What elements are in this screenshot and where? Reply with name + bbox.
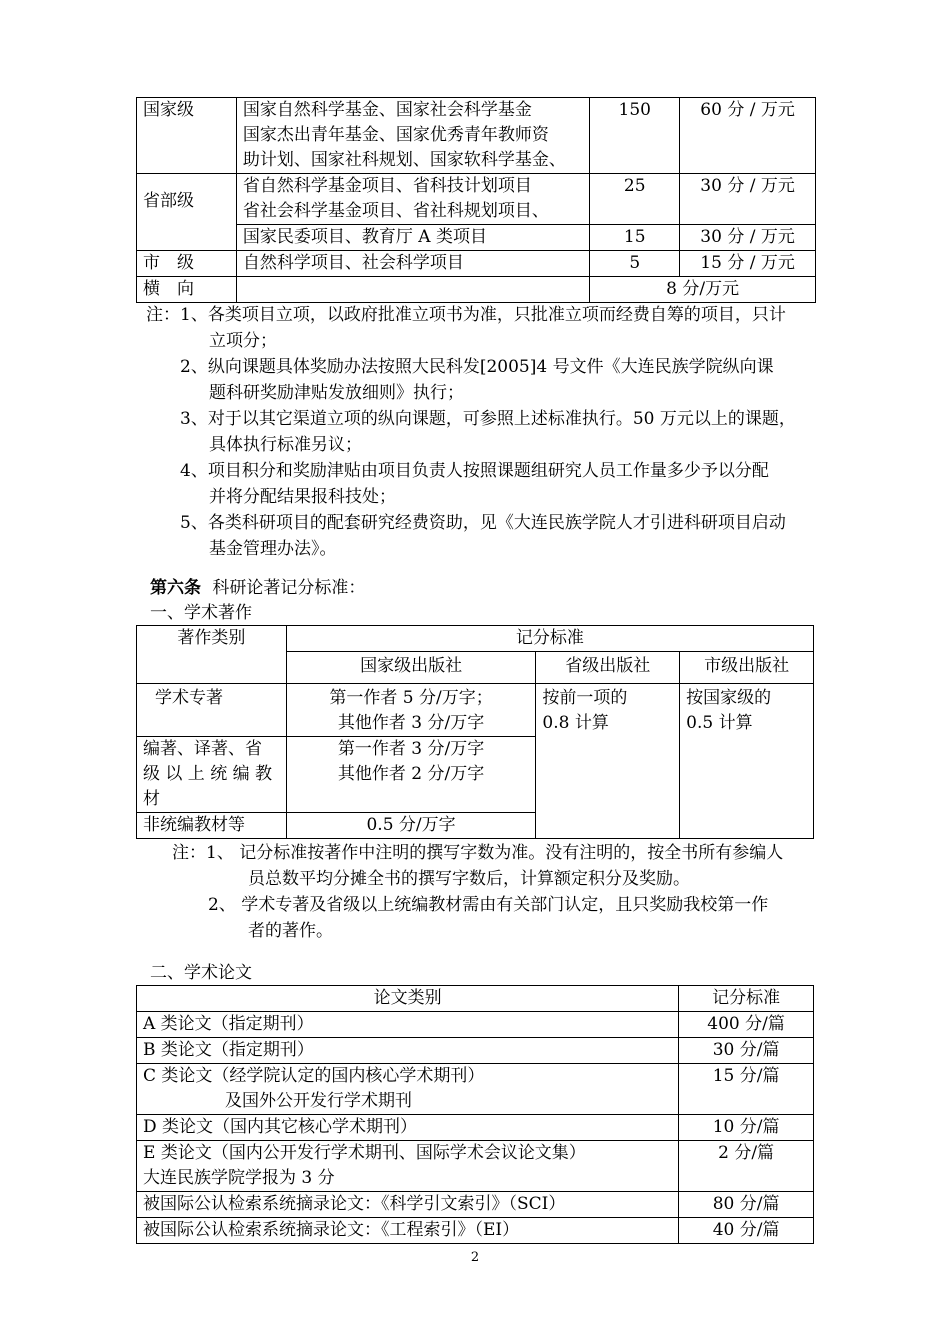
note-line: 基金管理办法》。 bbox=[209, 539, 337, 559]
header-cell: 记分标准 bbox=[679, 986, 814, 1012]
table-row bbox=[137, 986, 814, 1012]
item-line: 省社会科学基金项目、省社科规划项目、 bbox=[242, 201, 549, 221]
note-line: 3、对于以其它渠道立项的纵向课题，可参照上述标准执行。50 万元以上的课题， bbox=[180, 409, 796, 429]
items-cell bbox=[236, 277, 589, 303]
table-row bbox=[137, 1141, 814, 1192]
table-row bbox=[137, 174, 816, 225]
paper-type-cell: B 类论文（指定期刊） bbox=[137, 1038, 679, 1064]
article-six-heading bbox=[150, 575, 365, 601]
national-cell bbox=[286, 684, 536, 737]
header-cell: 著作类别 bbox=[137, 626, 287, 684]
table-row bbox=[137, 1115, 814, 1141]
cell-line: 第一作者 3 分/万字 bbox=[337, 739, 485, 759]
article-text: 科研论著记分标准： bbox=[212, 578, 366, 598]
note-line: 者的著作。 bbox=[248, 921, 333, 941]
paper-score-cell: 30 分/篇 bbox=[679, 1038, 814, 1064]
level-cell: 市 级 bbox=[137, 251, 237, 277]
level-cell: 国家级 bbox=[137, 98, 237, 174]
header-cell: 市级出版社 bbox=[680, 652, 814, 684]
rate-cell: 30 分 / 万元 bbox=[680, 225, 816, 251]
items-cell: 国家民委项目、教育厅 A 类项目 bbox=[236, 225, 589, 251]
cell-line: 编著、译著、省 bbox=[143, 739, 262, 759]
base-cell: 15 bbox=[590, 225, 680, 251]
base-cell: 25 bbox=[590, 174, 680, 225]
page-number: 2 bbox=[470, 1250, 480, 1265]
paper-type-cell: A 类论文（指定期刊） bbox=[137, 1012, 679, 1038]
city-cell bbox=[680, 684, 814, 839]
note-line: 并将分配结果报科技处； bbox=[209, 487, 396, 507]
rate-cell: 30 分 / 万元 bbox=[680, 174, 816, 225]
paper-score-cell: 10 分/篇 bbox=[679, 1115, 814, 1141]
national-cell: 0.5 分/万字 bbox=[286, 813, 536, 839]
note-line: 4、项目积分和奖励津贴由项目负责人按照课题组研究人员工作量多少予以分配 bbox=[180, 461, 769, 481]
base-cell: 150 bbox=[590, 98, 680, 174]
section-heading-papers: 二、学术论文 bbox=[150, 963, 252, 983]
project-score-table bbox=[136, 97, 816, 303]
article-label: 第六条 bbox=[150, 578, 201, 598]
paper-type-cell: 被国际公认检索系统摘录论文：《科学引文索引》（SCI） bbox=[137, 1192, 679, 1218]
items-cell bbox=[236, 98, 589, 174]
note-line: 2、 学术专著及省级以上统编教材需由有关部门认定，且只奖励我校第一作 bbox=[208, 895, 769, 915]
paper-score-cell: 80 分/篇 bbox=[679, 1192, 814, 1218]
works-score-table bbox=[136, 625, 814, 839]
paper-score-cell: 15 分/篇 bbox=[679, 1064, 814, 1115]
papers-score-table bbox=[136, 985, 814, 1244]
cell-line: 第一作者 5 分/万字； bbox=[329, 688, 493, 708]
type-cell bbox=[137, 737, 287, 813]
table-row bbox=[137, 1038, 814, 1064]
note-line: 立项分； bbox=[209, 331, 277, 351]
cell-line: E 类论文（国内公开发行学术期刊、国际学术会议论文集） bbox=[143, 1143, 586, 1163]
base-cell: 5 bbox=[590, 251, 680, 277]
type-cell: 学术专著 bbox=[137, 684, 287, 737]
rate-cell: 15 分 / 万元 bbox=[680, 251, 816, 277]
type-cell: 非统编教材等 bbox=[137, 813, 287, 839]
paper-type-cell bbox=[137, 1141, 679, 1192]
item-line: 国家杰出青年基金、国家优秀青年教师资 bbox=[242, 125, 549, 145]
cell-line: 其他作者 2 分/万字 bbox=[337, 764, 485, 784]
cell-line: 级 以 上 统 编 教 bbox=[143, 764, 273, 784]
table-row bbox=[137, 1012, 814, 1038]
cell-line: C 类论文（经学院认定的国内核心学术期刊） bbox=[143, 1066, 485, 1086]
table-row bbox=[137, 277, 816, 303]
table-row bbox=[137, 98, 816, 174]
paper-type-cell: 被国际公认检索系统摘录论文：《工程索引》（EI） bbox=[137, 1218, 679, 1244]
note-line: 题科研奖励津贴发放细则》执行； bbox=[209, 383, 464, 403]
table-row bbox=[137, 1218, 814, 1244]
rate-cell: 60 分 / 万元 bbox=[680, 98, 816, 174]
items-cell bbox=[236, 174, 589, 225]
paper-score-cell: 400 分/篇 bbox=[679, 1012, 814, 1038]
cell-line: 大连民族学院学报为 3 分 bbox=[143, 1168, 335, 1188]
header-cell: 国家级出版社 bbox=[286, 652, 536, 684]
national-cell bbox=[286, 737, 536, 813]
cell-line: 0.8 计算 bbox=[542, 713, 609, 733]
items-cell: 自然科学项目、社会科学项目 bbox=[236, 251, 589, 277]
header-cell: 省级出版社 bbox=[536, 652, 680, 684]
table-row bbox=[137, 684, 814, 737]
paper-score-cell: 2 分/篇 bbox=[679, 1141, 814, 1192]
note-line: 员总数平均分摊全书的撰写字数后，计算额定积分及奖励。 bbox=[248, 869, 690, 889]
cell-line: 0.5 计算 bbox=[686, 713, 753, 733]
note-line: 注：1、各类项目立项，以政府批准立项书为准，只批准立项而经费自筹的项目，只计 bbox=[146, 305, 786, 325]
section-heading-works: 一、学术著作 bbox=[150, 603, 252, 623]
item-line: 国家自然科学基金、国家社会科学基金 bbox=[242, 100, 532, 120]
notes-2 bbox=[172, 840, 852, 944]
level-cell: 横 向 bbox=[137, 277, 237, 303]
level-cell: 省部级 bbox=[137, 174, 237, 251]
header-cell: 论文类别 bbox=[137, 986, 679, 1012]
table-row bbox=[137, 1064, 814, 1115]
header-cell: 记分标准 bbox=[286, 626, 813, 652]
item-line: 助计划、国家社科规划、国家软科学基金、 bbox=[242, 150, 566, 170]
table-row bbox=[137, 1192, 814, 1218]
note-line: 注：1、 记分标准按著作中注明的撰写字数为准。没有注明的，按全书所有参编人 bbox=[172, 843, 784, 863]
table-row bbox=[137, 251, 816, 277]
item-line: 省自然科学基金项目、省科技计划项目 bbox=[242, 176, 532, 196]
notes-1 bbox=[146, 302, 846, 562]
cell-line: 按国家级的 bbox=[686, 688, 772, 708]
cell-line: 其他作者 3 分/万字 bbox=[337, 713, 485, 733]
rate-cell: 8 分/万元 bbox=[590, 277, 816, 303]
note-line: 具体执行标准另议； bbox=[209, 435, 362, 455]
note-line: 5、各类科研项目的配套研究经费资助，见《大连民族学院人才引进科研项目启动 bbox=[180, 513, 786, 533]
paper-type-cell bbox=[137, 1064, 679, 1115]
cell-line: 及国外公开发行学术期刊 bbox=[225, 1091, 412, 1111]
paper-type-cell: D 类论文（国内其它核心学术期刊） bbox=[137, 1115, 679, 1141]
table-row bbox=[137, 225, 816, 251]
cell-line: 按前一项的 bbox=[542, 688, 628, 708]
provincial-cell bbox=[536, 684, 680, 839]
cell-line: 材 bbox=[143, 789, 160, 809]
note-line: 2、纵向课题具体奖励办法按照大民科发[2005]4 号文件《大连民族学院纵向课 bbox=[180, 357, 774, 377]
table-row bbox=[137, 626, 814, 652]
paper-score-cell: 40 分/篇 bbox=[679, 1218, 814, 1244]
